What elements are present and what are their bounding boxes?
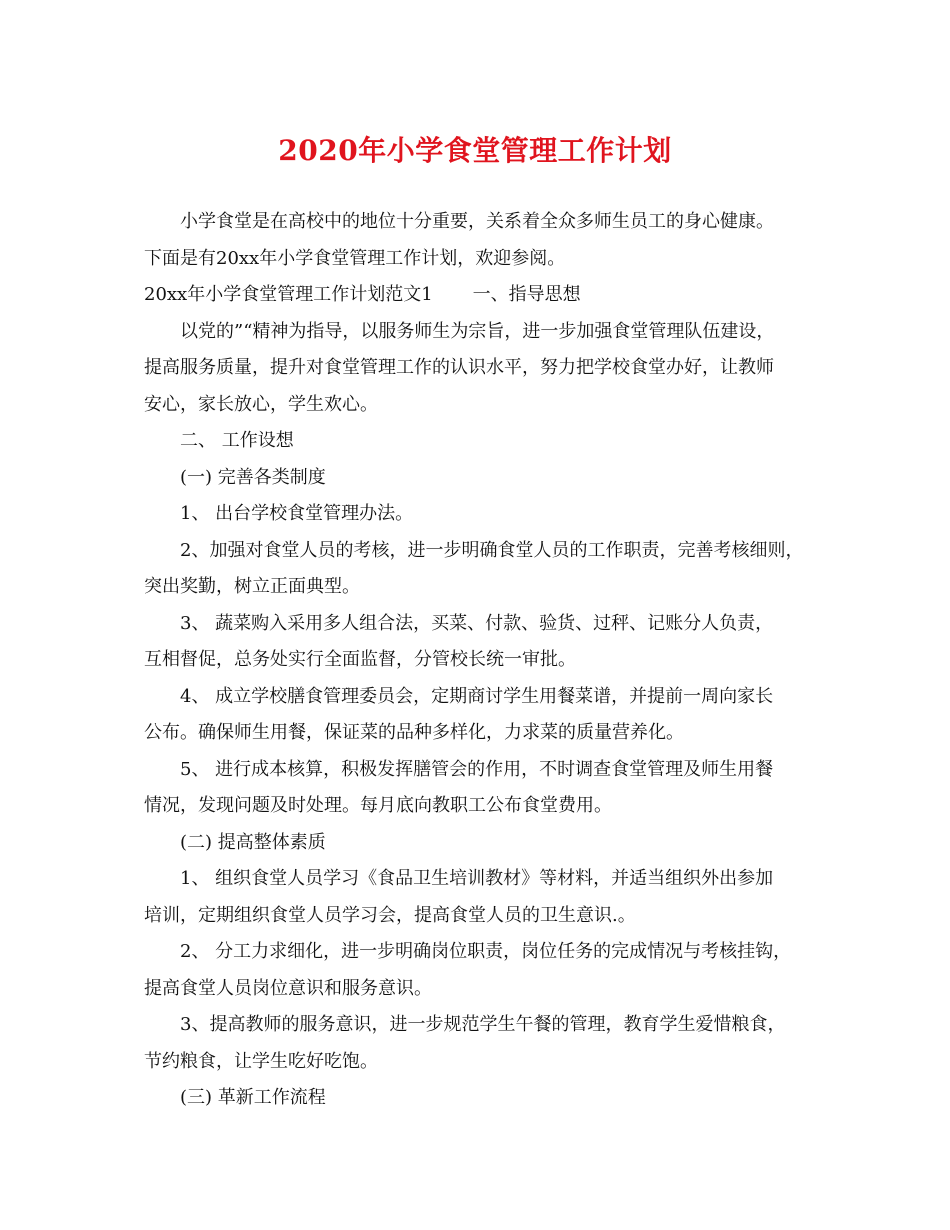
sample-heading: 20xx年小学食堂管理工作计划范文1	[144, 284, 433, 305]
intro-line-1: 小学食堂是在高校中的地位十分重要，关系着全众多师生员工的身心健康。	[180, 211, 774, 232]
item-2-1-line-2: 培训，定期组织食堂人员学习会，提高食堂人员的卫生意识.。	[144, 904, 636, 926]
section-2-heading: 二、 工作设想	[180, 430, 294, 451]
item-1-5-line-1: 5、 进行成本核算，积极发挥膳管会的作用，不时调查食堂管理及师生用餐	[180, 758, 774, 780]
item-2-3-line-2: 节约粮食，让学生吃好吃饱。	[144, 1050, 378, 1072]
sample-heading-line	[144, 277, 814, 314]
item-1-4-line-1: 4、 成立学校膳食管理委员会，定期商讨学生用餐菜谱，并提前一周向家长	[180, 685, 774, 707]
section-1-heading: 一、指导思想	[472, 284, 581, 305]
item-1-2-line-1: 2、加强对食堂人员的考核，进一步明确食堂人员的工作职责，完善考核细则，	[180, 539, 804, 561]
item-2-3-line-1: 3、提高教师的服务意识，进一步规范学生午餐的管理，教育学生爱惜粮食，	[180, 1014, 786, 1035]
item-1-3-line-1: 3、 蔬菜购入采用多人组合法，买菜、付款、验货、过秤、记账分人负责，	[180, 612, 774, 634]
item-2-1-line-1: 1、 组织食堂人员学习《食品卫生培训教材》等材料，并适当组织外出参加	[180, 868, 774, 889]
item-2-2-line-2: 提高食堂人员岗位意识和服务意识。	[144, 977, 432, 999]
subsection-3-heading: (三) 革新工作流程	[180, 1087, 326, 1108]
subsection-2-heading: (二) 提高整体素质	[180, 831, 326, 853]
item-1-1-line-1: 1、 出台学校食堂管理办法。	[180, 503, 414, 524]
item-1-2-line-2: 突出奖勤，树立正面典型。	[144, 576, 360, 597]
item-2-2-line-1: 2、 分工力求细化，进一步明确岗位职责，岗位任务的完成情况与考核挂钩，	[180, 941, 792, 962]
intro-line-2: 下面是有20xx年小学食堂管理工作计划，欢迎参阅。	[144, 247, 566, 269]
section-1-line-1: 以党的”“精神为指导，以服务师生为宗旨，进一步加强食堂管理队伍建设，	[180, 320, 775, 342]
item-1-4-line-2: 公布。确保师生用餐，保证菜的品种多样化，力求菜的质量营养化。	[144, 722, 684, 743]
item-1-5-line-2: 情况，发现问题及时处理。每月底向教职工公布食堂费用。	[144, 795, 612, 816]
section-1-line-2: 提高服务质量，提升对食堂管理工作的认识水平，努力把学校食堂办好，让教师	[144, 357, 774, 378]
section-1-line-3: 安心，家长放心，学生欢心。	[144, 393, 378, 415]
document-title: 2020年小学食堂管理工作计划	[278, 134, 672, 167]
subsection-1-heading: (一) 完善各类制度	[180, 466, 326, 488]
item-1-3-line-2: 互相督促，总务处实行全面监督，分管校长统一审批。	[144, 649, 576, 670]
document-body	[144, 204, 814, 1117]
